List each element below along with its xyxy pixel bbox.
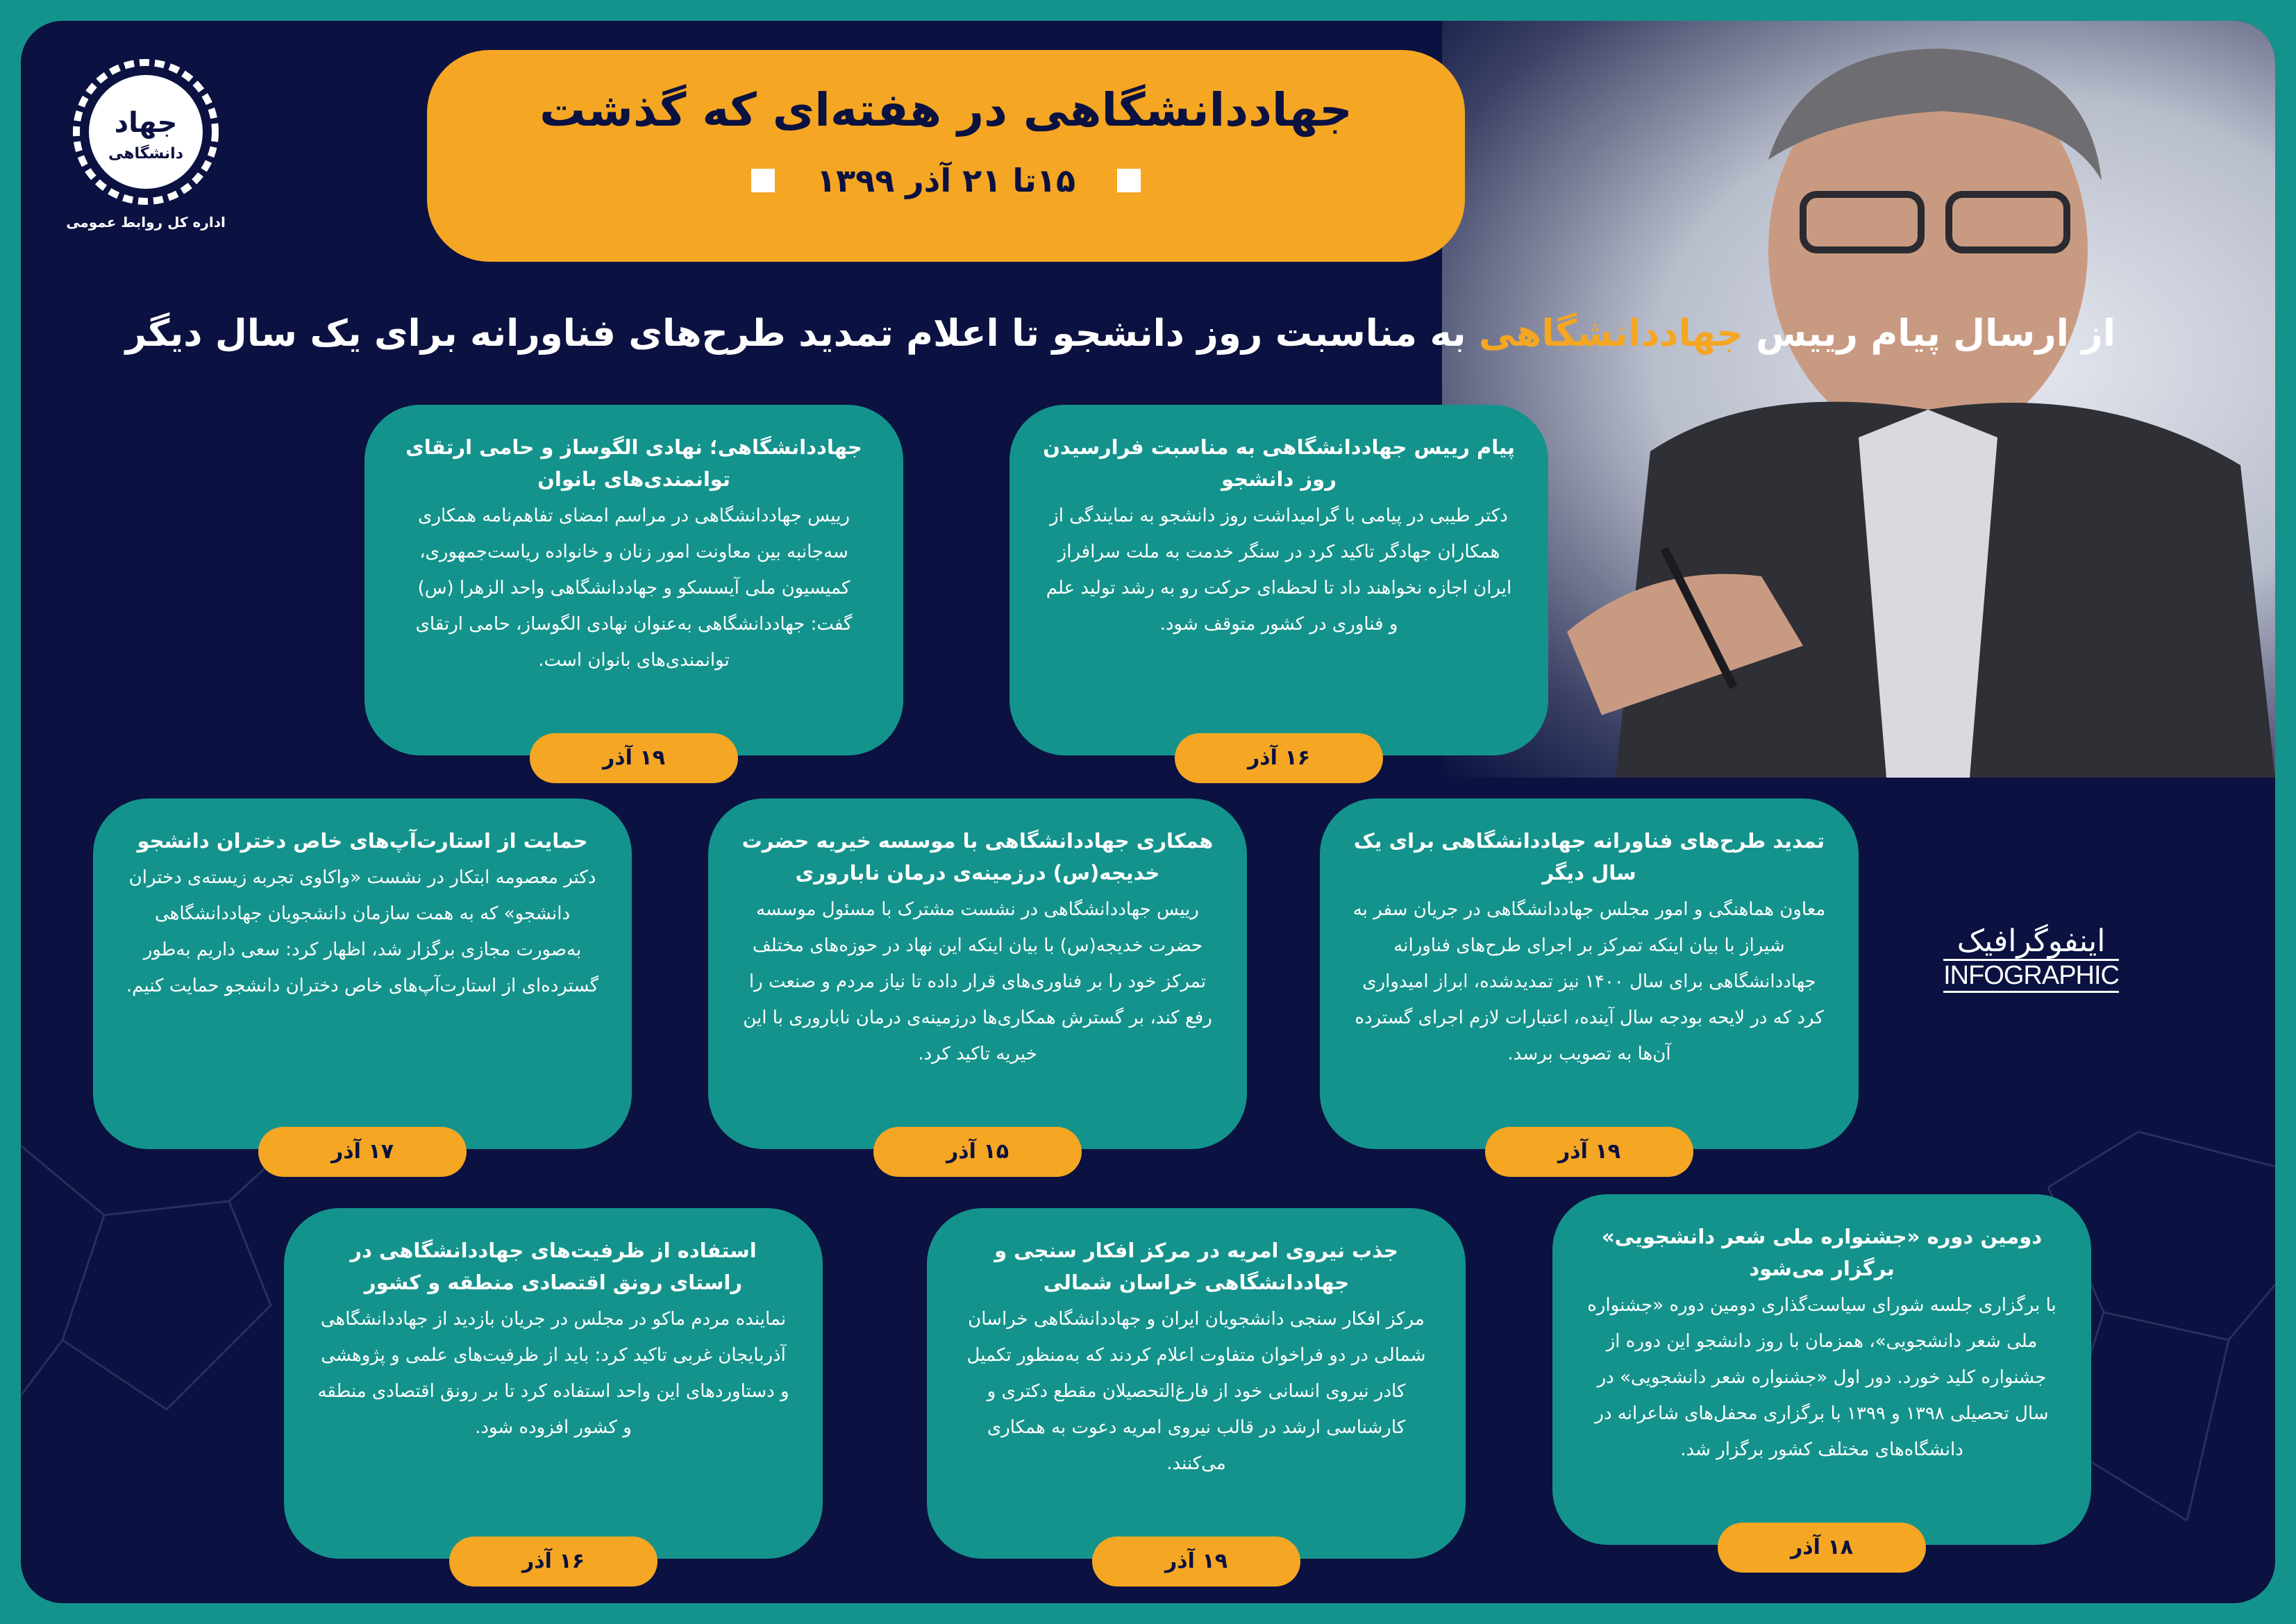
card-title: پیام رییس جهاددانشگاهی به مناسبت فرارسیدن روز دانشجو [1043,435,1515,491]
card-date: ۱۹ آذر [530,733,738,783]
news-card [284,1208,823,1559]
card-date: ۱۹ آذر [1485,1127,1693,1177]
card-title: حمایت از استارت‌آپ‌های خاص دختران دانشجو [137,829,588,853]
card-title: دومین دوره «جشنواره ملی شعر دانشجویی» برگزار می‌شود [1601,1225,2043,1280]
card-body: مرکز افکار سنجی دانشجویان ایران و جهاددانشگاهی خراسان شمالی در دو فراخوان متفاوت اعلام کردند که به‌منظور تکمیل کادر نیروی انسانی خود از فارغ‌التحصیلان مقطع دکتری و کارشناسی ارشد در قالب نیروی امریه دعوت به همکاری می‌کنند. [966,1309,1426,1474]
card-title: جذب نیروی امریه در مرکز افکار سنجی و جهاددانشگاهی خراسان شمالی [994,1239,1398,1294]
headline-highlight: جهاددانشگاهی [1479,312,1743,355]
organization-logo [62,56,229,271]
card-date: ۱۷ آذر [258,1127,467,1177]
card-title: تمدید طرح‌های فناورانه جهاددانشگاهی برای یک سال دیگر [1353,829,1825,885]
news-card [927,1208,1466,1559]
news-card [364,405,903,755]
card-body: دکتر طیبی در پیامی با گرامیداشت روز دانشجو به نمایندگی از همکاران جهادگر تاکید کرد در سنگر خدمت به ملت سرافراز ایران اجازه نخواهند داد تا لحظه‌ای حرکت رو به رشد تولید علم و فناوری در کشور متوقف شود. [1046,505,1512,635]
portrait-silhouette-icon [1442,21,2275,778]
card-date: ۱۵ آذر [873,1127,1082,1177]
card-date: ۱۶ آذر [1175,733,1383,783]
card-title: استفاده از ظرفیت‌های جهاددانشگاهی در راستای رونق اقتصادی منطقه و کشور [350,1239,757,1294]
news-card [1552,1194,2091,1545]
page-title: جهاددانشگاهی در هفته‌ای که گذشت [539,83,1352,137]
logo-caption: اداره کل روابط عمومی [66,214,226,231]
card-title: همکاری جهاددانشگاهی با موسسه خیریه حضرت خدیجه(س) درزمینه‌ی درمان ناباروری [741,829,1214,885]
card-body: معاون هماهنگی و امور مجلس جهاددانشگاهی در جریان سفر به شیراز با بیان اینکه تمرکز بر اجرای طرح‌های فناورانه جهاددانشگاهی برای سال ۱۴۰۰ نیز تمدیدشده، ابراز امیدواری کرد که در لایحه بودجه سال آینده، اعتبارات لازم اجرای گسترده آن‌ها به تصویب برسد. [1352,899,1826,1064]
gear-logo-icon [69,56,222,208]
card-date: ۱۶ آذر [449,1537,657,1587]
card-body: با برگزاری جلسه شورای سیاست‌گذاری دومین دوره «جشنواره ملی شعر دانشجویی»، همزمان با روز دانشجو این دوره از جشنواره کلید خورد. دور اول «جشنواره شعر دانشجویی» در سال تحصیلی ۱۳۹۸ و ۱۳۹۹ با برگزاری محفل‌های شاعرانه در دانشگاه‌های مختلف کشور برگزار شد. [1587,1295,2056,1460]
card-body: دکتر معصومه ابتکار در نشست «واکاوی تجربه زیسته‌ی دختران دانشجو» که به همت سازمان دانشجویان جهاددانشگاهی به‌صورت مجازی برگزار شد، اظهار کرد: سعی داریم به‌طور گسترده‌ای از استارت‌آپ‌های خاص دختران دانشجو حمایت کنیم. [126,867,599,996]
news-card [93,798,632,1149]
logo-name: جهاد [114,107,178,139]
logo-subname: دانشگاهی [108,145,184,162]
card-body: نماینده مردم ماکو در مجلس در جریان بازدید از جهاددانشگاهی آذربایجان غربی تاکید کرد: باید از ظرفیت‌های علمی و پژوهشی و دستاوردهای این واحد استفاده کرد تا بر رونق اقتصادی منطقه و کشور افزوده شود. [317,1309,789,1438]
infographic-label [1943,923,2119,993]
card-date: ۱۸ آذر [1718,1523,1926,1573]
news-card [1009,405,1548,755]
infographic-fa: اینفوگرافیک [1956,923,2106,959]
portrait-photo [1442,21,2275,778]
headline [67,312,2115,355]
news-card [708,798,1247,1149]
title-banner [427,50,1465,262]
card-body: رییس جهاددانشگاهی در نشست مشترک با مسئول موسسه حضرت خدیجه(س) با بیان اینکه این نهاد در حوزه‌های مختلف تمرکز خود را بر فناوری‌های قرار داده تا نیاز مردم و صنعت را رفع کند، بر گسترش همکاری‌ها درزمینه‌ی درمان ناباروری با این خیریه تاکید کرد. [743,899,1212,1064]
square-bullet-icon [751,169,775,192]
main-panel [21,21,2275,1603]
headline-before: از ارسال پیام رییس [1756,312,2115,355]
date-range: ۱۵تا ۲۱ آذر ۱۳۹۹ [816,162,1076,199]
card-date: ۱۹ آذر [1092,1537,1300,1587]
headline-after: به مناسبت روز دانشجو تا اعلام تمدید طرح‌های فناورانه برای یک سال دیگر [125,312,1466,355]
news-card [1320,798,1859,1149]
card-body: رییس جهاددانشگاهی در مراسم امضای تفاهم‌نامه همکاری سه‌جانبه بین معاونت امور زنان و خانواده ریاست‌جمهوری، کمیسیون ملی آیسسکو و جهاددانشگاهی واحد الزهرا (س) گفت: جهاددانشگاهی به‌عنوان نهادی الگوساز، حامی ارتقای توانمندی‌های بانوان است. [415,505,853,671]
infographic-en: INFOGRAPHIC [1943,959,2119,993]
square-bullet-icon [1117,169,1141,192]
card-title: جهاددانشگاهی؛ نهادی الگوساز و حامی ارتقای توانمندی‌های بانوان [405,435,862,491]
